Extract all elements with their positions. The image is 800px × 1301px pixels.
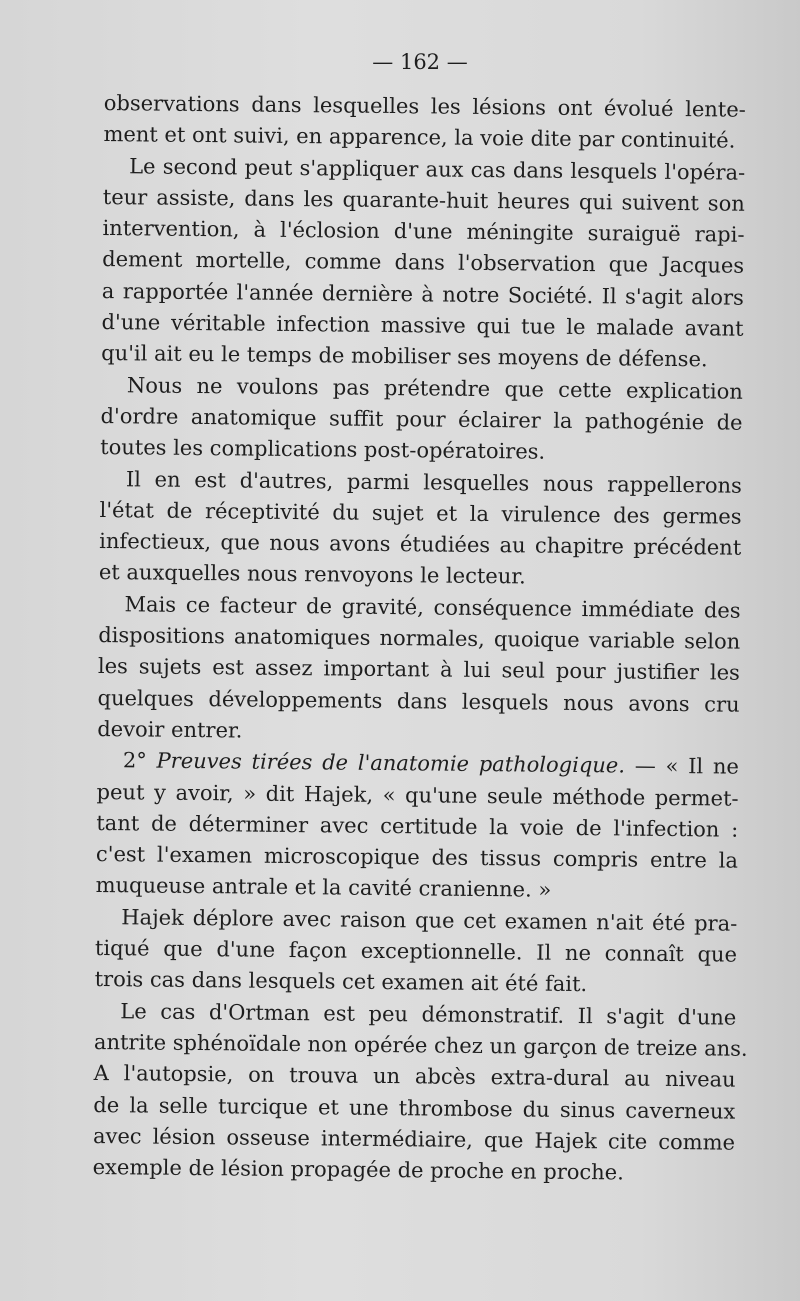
- text-line: [93, 1152, 735, 1190]
- body-text: [93, 88, 746, 1190]
- line-text: exemple de lésion propagée de proche en proche.: [92, 1155, 624, 1185]
- line-text: Mais ce facteur de gravité, conséquence immédiate des: [124, 591, 741, 623]
- line-text: muqueuse antrale et la cavité cranienne. »: [95, 873, 552, 903]
- line-text: d'ordre anatomique suffit pour éclairer la pathogénie de: [100, 403, 743, 435]
- line-text: ment et ont suivi, en apparence, la voie dite par continuité.: [103, 122, 736, 153]
- line-text: infectieux, que nous avons étudiées au chapitre précédent: [99, 529, 742, 560]
- line-text: Il en est d'autres, parmi lesquelles nous rappellerons: [125, 466, 743, 498]
- page-number: — 162 —: [372, 50, 468, 74]
- line-text: et auxquelles nous renvoyons le lecteur.: [98, 560, 526, 589]
- line-text: — « Il ne: [624, 753, 740, 779]
- line-text: peut y avoir, » dit Hajek, « qu'une seule méthode permet-: [96, 779, 739, 811]
- line-text: d'une véritable infection massive qui tue le malade avant: [101, 310, 744, 341]
- line-text: Le second peut s'appliquer aux cas dans lesquels l'opéra-: [129, 153, 746, 185]
- section-heading: Preuves tirées de l'anatomie pathologique.: [156, 748, 626, 778]
- line-text: Nous ne voulons pas prétendre que cette explication: [126, 372, 743, 404]
- line-text: a rapportée l'année dernière à notre Société. Il s'agit alors: [101, 278, 744, 310]
- line-text: observations dans lesquelles les lésions ont évolué lente-: [103, 90, 746, 122]
- line-text: l'état de réceptivité du sujet et la virulence des germes: [99, 497, 742, 529]
- line-text: avec lésion osseuse intermédiaire, que Hajek cite comme: [92, 1123, 736, 1155]
- section-number: 2°: [122, 748, 157, 773]
- line-text: Le cas d'Ortman est peu démonstratif. Il s'agit d'une: [120, 998, 737, 1030]
- line-text: tiqué que d'une façon exceptionnelle. Il ne connaît que: [94, 935, 738, 967]
- line-text: antrite sphénoïdale non opérée chez un garçon de treize ans.: [93, 1029, 748, 1061]
- line-text: devoir entrer.: [97, 716, 243, 743]
- line-text: les sujets est assez important à lui seul pour justifier les: [97, 654, 741, 686]
- line-text: qu'il ait eu le temps de mobiliser ses moyens de défense.: [101, 341, 708, 372]
- line-text: de la selle turcique et une thrombose du sinus caverneux: [93, 1092, 736, 1124]
- line-text: teur assiste, dans les quarante-huit heures qui suivent son: [102, 184, 745, 216]
- line-text: Hajek déplore avec raison que cet examen n'ait été pra-: [121, 904, 738, 936]
- line-text: toutes les complications post-opératoires.: [100, 435, 546, 464]
- line-text: dement mortelle, comme dans l'observation que Jacques: [102, 247, 745, 279]
- line-text: A l'autopsie, on trouva un abcès extra-dural au niveau: [93, 1061, 736, 1092]
- line-text: intervention, à l'éclosion d'une méningite suraiguë rapi-: [102, 216, 745, 247]
- line-text: c'est l'examen microscopique des tissus compris entre la: [95, 842, 739, 873]
- line-text: trois cas dans lesquels cet examen ait été fait.: [94, 967, 588, 997]
- line-text: tant de déterminer avec certitude la voie de l'infection :: [96, 810, 739, 842]
- line-text: dispositions anatomiques normales, quoique variable selon: [98, 623, 741, 654]
- line-text: quelques développements dans lesquels nous avons cru: [97, 685, 740, 717]
